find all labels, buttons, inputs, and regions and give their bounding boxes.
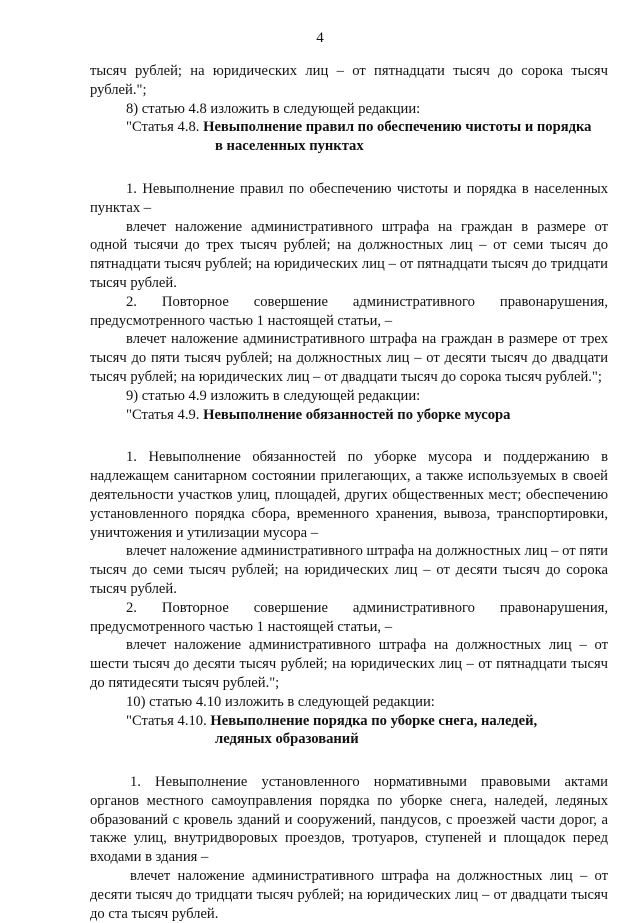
article-title: Невыполнение порядка по уборке снега, наледей, [210,712,538,729]
paragraph: 1. Невыполнение установленного нормативными правовыми актами органов местного самоуправления порядка по уборке снега, наледей, ледяных образований с кровель зданий и сооружений, пандусов, с проезжей части дорог, а также улиц, внутридворовых проездов, тротуаров, ступеней и площадок перед входами в здания – [90,774,608,866]
paragraph: влечет наложение административного штрафа на граждан в размере от одной тысячи до трех тысяч рублей; на должностных лиц – от семи тысяч до пятнадцати тысяч рублей; на юридических лиц – от пятнадцати тысяч до тридцати тысяч рублей. [90,218,608,291]
paragraph: 9) статью 4.9 изложить в следующей редакции: [126,387,421,404]
paragraph: 1. Невыполнение обязанностей по уборке мусора и поддержанию в надлежащем санитарном состоянии прилегающих, а также используемых в своей деятельности участков улиц, площадей, других общественных мест; обеспечению установленного порядка сбора, временного хранения, вывоза, транспортировки, уничтожения и утилизации мусора – [90,449,608,541]
article-title: Невыполнение обязанностей по уборке мусора [203,406,511,423]
paragraph: влечет наложение административного штрафа на должностных лиц – от пяти тысяч до семи тысяч рублей; на юридических лиц – от десяти тысяч до сорока тысяч рублей. [90,543,608,597]
article-number: "Статья 4.8. [126,119,204,136]
paragraph: 8) статью 4.8 изложить в следующей редакции: [126,100,421,117]
paragraph: влечет наложение административного штрафа на должностных лиц – от десяти тысяч до тридцати тысяч рублей; на юридических лиц – от двадцати тысяч до ста тысяч рублей. [90,868,608,922]
paragraph: 10) статью 4.10 изложить в следующей редакции: [126,693,435,710]
paragraph: влечет наложение административного штрафа на должностных лиц – от шести тысяч до десяти тысяч рублей; на юридических лиц – от пятнадцати тысяч до пятидесяти тысяч рублей."; [90,637,608,691]
paragraph: тысяч рублей; на юридических лиц – от пятнадцати тысяч до сорока тысяч рублей."; [90,63,608,98]
paragraph: 2. Повторное совершение административного правонарушения, предусмотренного частью 1 настоящей статьи, – [90,293,608,329]
paragraph-gap [90,424,608,448]
paragraph: влечет наложение административного штрафа на граждан в размере от трех тысяч до пяти тысяч рублей; на должностных лиц – от десяти тысяч до двадцати тысяч рублей; на юридических лиц – от двадцати тысяч до сорока тысяч рублей."; [90,331,608,385]
article-number: "Статья 4.9. [126,406,204,423]
article-title-continued: в населенных пунктах [215,138,364,155]
article-heading [90,118,608,137]
paragraph-gap [90,156,608,180]
paragraph: 1. Невыполнение правил по обеспечению чистоты и порядка в населенных пунктах – [90,180,608,216]
article-title-continued: ледяных образований [215,731,359,748]
paragraph: 2. Повторное совершение административного правонарушения, предусмотренного частью 1 настоящей статьи, – [90,599,608,635]
paragraph-gap [90,749,608,773]
article-title: Невыполнение правил по обеспечению чистоты и порядка [203,119,592,136]
article-heading [90,712,608,731]
document-body [90,62,608,923]
article-number: "Статья 4.10. [126,712,211,729]
page-number: 4 [316,30,324,46]
article-heading [90,406,608,425]
